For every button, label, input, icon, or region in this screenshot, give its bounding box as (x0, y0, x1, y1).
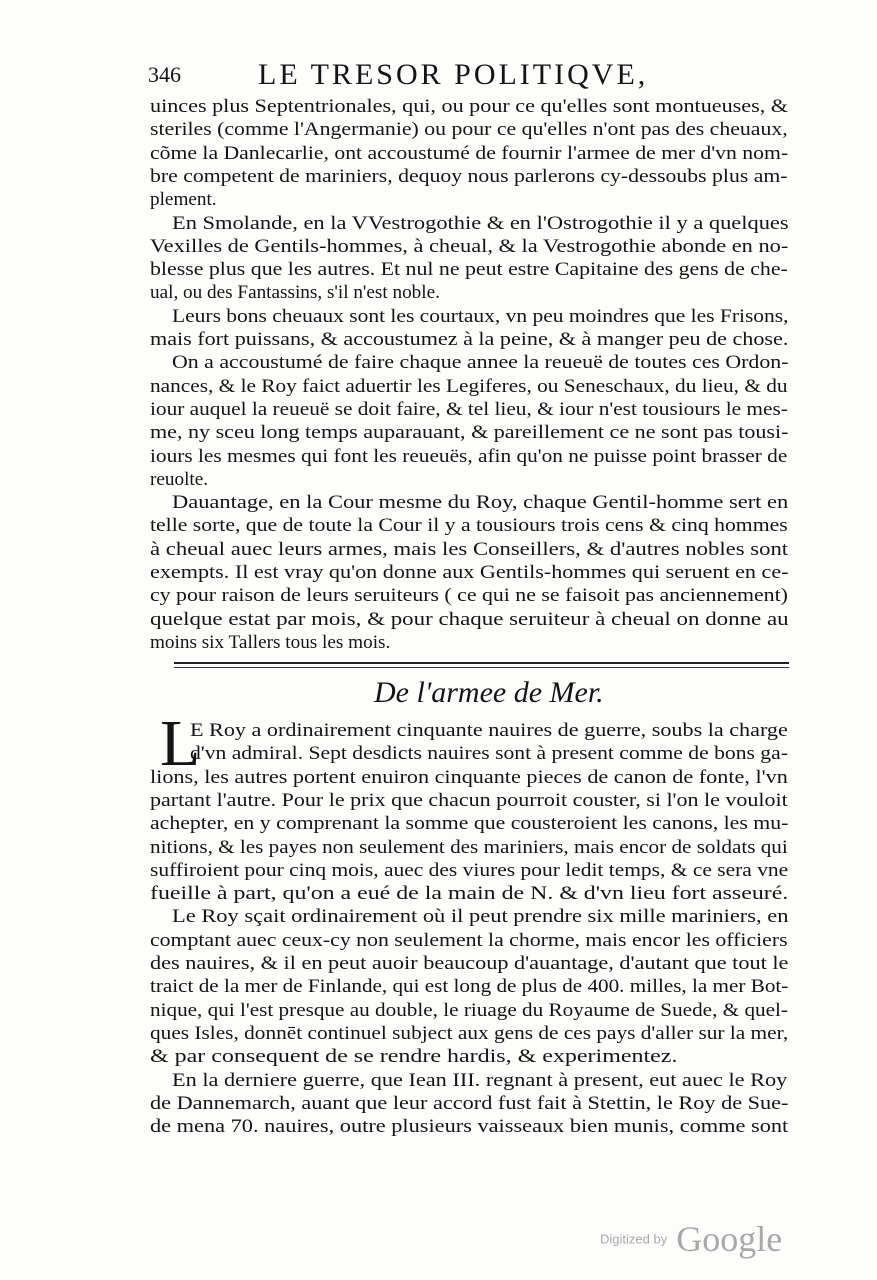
section-rule-top-thin (174, 667, 789, 668)
text-line: E Roy a ordinairement cinquante nauires de guerre, soubs la charge (190, 720, 788, 741)
section-rule-top (174, 662, 789, 664)
watermark-prefix: Digitized by (600, 1231, 668, 1247)
text-line: des nauires, & il en peut auoir beaucoup d'auantage, d'autant que tout le (150, 953, 789, 974)
text-line: de Dannemarch, auant que leur accord fust fait à Stettin, le Roy de Sue- (150, 1092, 789, 1114)
text-line: Dauantage, en la Cour mesme du Roy, chaque Gentil-homme sert en (172, 492, 789, 514)
text-line: moins six Tallers tous les mois. (150, 631, 391, 653)
text-line: traict de la mer de Finlande, qui est long de plus de 400. milles, la mer Bot- (150, 976, 789, 998)
text-line: ual, ou des Fantassins, s'il n'est noble. (150, 282, 440, 304)
text-line: ques Isles, donnēt continuel subject aux gens de ces pays d'aller sur la mer, (150, 1022, 789, 1044)
text-line: suffiroient pour cinq mois, auec des viures pour ledit temps, & ce sera vne (150, 859, 789, 881)
text-line: plement. (150, 189, 217, 211)
text-line: nique, qui l'est presque au double, le riuage du Royaume de Suede, & quel- (150, 999, 788, 1021)
text-line: d'vn admiral. Sept desdicts nauires sont à present comme de bons ga- (190, 743, 788, 765)
running-head (148, 58, 798, 94)
text-line: steriles (comme l'Angermanie) ou pour ce qu'elles n'ont pas des cheuaux, (150, 119, 788, 141)
text-line: achepter, en y comprenant la somme que cousteroient les canons, les mu- (150, 813, 789, 835)
text-line: lions, les autres portent enuiron cinquante pieces de canon de fonte, l'vn (150, 766, 788, 788)
text-line: telle sorte, que de toute la Cour il y a tousiours trois cens & cinq hommes (150, 515, 788, 537)
text-line: de mena 70. nauires, outre plusieurs vaisseaux bien munis, comme sont (150, 1116, 789, 1138)
page-number: 346 (148, 62, 181, 87)
text-line: partant l'autre. Pour le prix que chacun pourroit couster, si l'on le vouloit (150, 789, 788, 811)
text-line: En la derniere guerre, que Iean III. regnant à present, eut auec le Roy (172, 1069, 788, 1091)
running-title: LE TRESOR POLITIQVE, (258, 58, 649, 91)
text-line: On a accoustumé de faire chaque annee la reueuë de toutes ces Ordon- (172, 352, 789, 374)
text-line: iours les mesmes qui font les reueuës, afin qu'on ne puisse point brasser de (150, 445, 788, 467)
text-line: cy pour raison de leurs seruiteurs ( ce qui ne se faisoit pas anciennement) (150, 585, 788, 607)
text-line: reuolte. (150, 468, 209, 490)
text-line: fueille à part, qu'on a eué de la main de N. & d'vn lieu fort asseuré. (150, 883, 789, 905)
text-line: nances, & le Roy faict aduertir les Legiferes, ou Seneschaux, du lieu, & du (150, 375, 788, 397)
text-line: cõme la Danlecarlie, ont accoustumé de fournir l'armee de mer d'vn nom- (150, 142, 789, 164)
text-line: Vexilles de Gentils-hommes, à cheual, & la Vestrogothie abonde en no- (150, 235, 789, 257)
text-line: iour auquel la reueuë se doit faire, & tel lieu, & iour n'est tousiours le mes- (150, 398, 788, 420)
text-line: mais fort puissans, & accoustumez à la peine, & à manger peu de chose. (150, 329, 789, 350)
text-line: nitions, & les payes non seulement des mariniers, mais encor de soldats qui (150, 836, 788, 858)
text-line: blesse plus que les autres. Et nul ne peut estre Capitaine des gens de che- (150, 259, 788, 281)
text-line: à cheual auec leurs armes, mais les Conseillers, & d'autres nobles sont (150, 538, 789, 560)
text-line: bre competent de mariniers, dequoy nous parlerons cy-dessoubs plus am- (150, 165, 788, 187)
text-line: Le Roy sçait ordinairement où il peut prendre six mille mariniers, en (172, 906, 789, 928)
text-line: Leurs bons cheuaux sont les courtaux, vn peu moindres que les Frisons, (172, 305, 789, 327)
text-line: & par consequent de se rendre hardis, & experimentez. (150, 1046, 678, 1068)
section-title: De l'armee de Mer. (374, 676, 604, 709)
text-line: me, ny sceu long temps auparauant, & pareillement ce ne sont pas tousi- (150, 422, 789, 444)
text-line: uinces plus Septentrionales, qui, ou pour ce qu'elles sont montueuses, & (150, 96, 789, 117)
drop-cap: L (160, 707, 201, 780)
text-line: exempts. Il est vray qu'on donne aux Gentils-hommes qui seruent en ce- (150, 562, 789, 583)
watermark-brand: Google (676, 1219, 783, 1259)
text-line: En Smolande, en la VVestrogothie & en l'Ostrogothie il y a quelques (172, 212, 789, 234)
text-line: comptant auec ceux-cy non seulement la chorme, mais encor les officiers (150, 929, 788, 951)
digitized-watermark (600, 1218, 782, 1258)
text-line: quelque estat par mois, & pour chaque seruiteur à cheual on donne au (150, 608, 789, 630)
